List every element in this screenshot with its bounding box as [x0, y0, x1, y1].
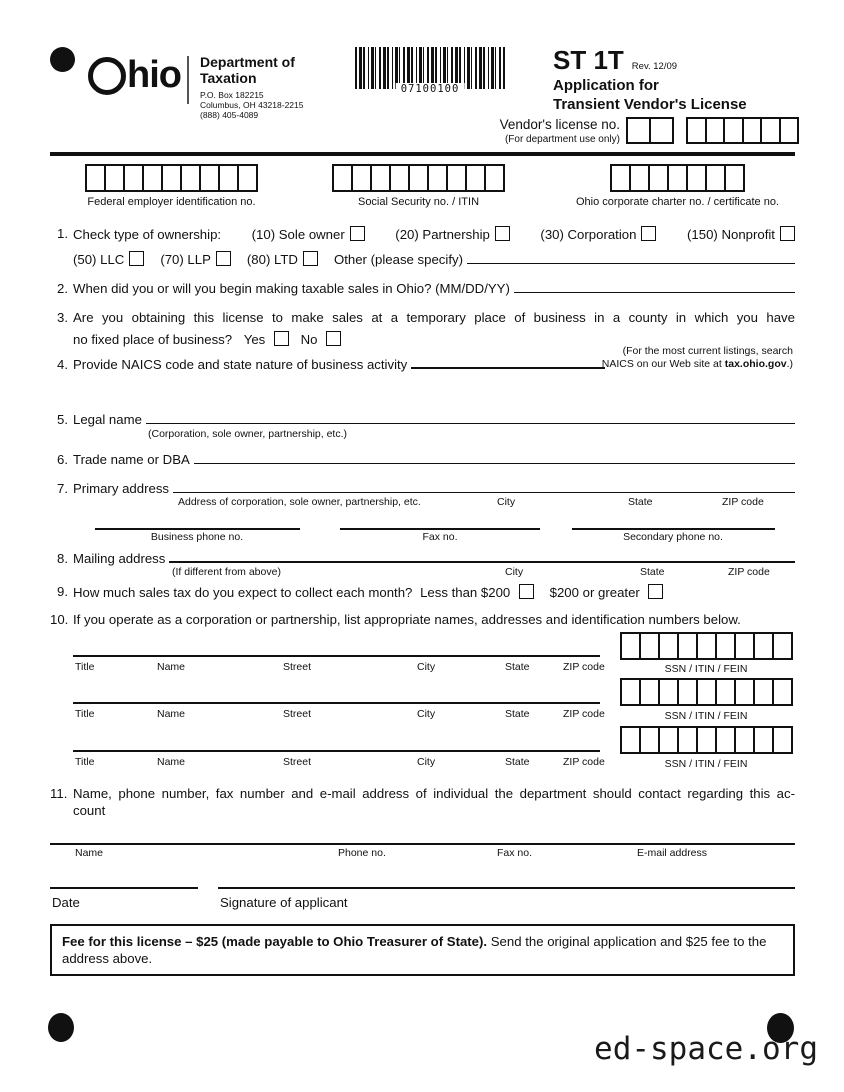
- ownership-option-corporation: (30) Corporation: [540, 226, 656, 244]
- q1-label: Check type of ownership:: [73, 227, 222, 242]
- vendor-license-boxes-group1: [626, 117, 674, 144]
- contact-email-label: E-mail address: [637, 847, 708, 859]
- officer3-state-label: State: [505, 756, 530, 768]
- ssn-boxes: [332, 164, 505, 192]
- entry-box[interactable]: [677, 726, 698, 754]
- signature-line[interactable]: [218, 872, 795, 889]
- officer3-title-label: Title: [75, 756, 95, 768]
- checkbox-corporation[interactable]: [641, 226, 656, 241]
- q6-label: Trade name or DBA: [73, 452, 190, 467]
- ohio-logo: [88, 52, 181, 100]
- vendor-license-boxes-group2: [686, 117, 799, 144]
- entry-box[interactable]: [161, 164, 182, 192]
- q7-state-sublabel: State: [628, 496, 653, 508]
- officer2-zip-label: ZIP code: [563, 708, 605, 720]
- officer3-street-label: Street: [283, 756, 312, 768]
- tax-ohio-gov-link: tax.ohio.gov: [724, 357, 787, 370]
- q1-other-label: Other (please specify): [333, 251, 463, 267]
- officer1-zip-label: ZIP code: [563, 661, 605, 673]
- officer3-ssn-boxes: [620, 726, 793, 754]
- entry-box[interactable]: [180, 164, 201, 192]
- q5-number: 5.: [57, 412, 68, 427]
- q5-sublabel: (Corporation, sole owner, partnership, etc.): [148, 428, 348, 440]
- naics-note-line1: (For the most current listings, search: [622, 345, 793, 357]
- q10-number: 10.: [50, 612, 69, 627]
- fein-field: [85, 164, 258, 208]
- entry-box[interactable]: [772, 726, 793, 754]
- entry-box[interactable]: [715, 678, 736, 706]
- entry-box[interactable]: [639, 632, 660, 660]
- officer1-state-label: State: [505, 661, 530, 673]
- entry-box[interactable]: [734, 726, 755, 754]
- charter-field: [576, 164, 779, 208]
- q7-city-sublabel: City: [497, 496, 516, 508]
- contact-info-line[interactable]: [50, 828, 795, 845]
- officer3-zip-label: ZIP code: [563, 756, 605, 768]
- entry-box[interactable]: [696, 632, 717, 660]
- checkbox-partnership[interactable]: [495, 226, 510, 241]
- business-phone-label: Business phone no.: [150, 531, 244, 543]
- form-code: ST 1T: [553, 45, 624, 75]
- q3-no-label: No: [300, 331, 318, 347]
- entry-box[interactable]: [667, 164, 688, 192]
- form-title-block: [553, 45, 798, 114]
- entry-box[interactable]: [753, 726, 774, 754]
- entry-box[interactable]: [199, 164, 220, 192]
- mailing-address-line[interactable]: [169, 561, 795, 563]
- q7-address-sublabel: Address of corporation, sole owner, partnership, etc.: [178, 496, 421, 508]
- entry-box[interactable]: [696, 726, 717, 754]
- ownership-option-nonprofit: (150) Nonprofit: [687, 226, 795, 244]
- entry-box[interactable]: [123, 164, 144, 192]
- officer1-ssn-boxes: [620, 632, 793, 660]
- primary-address-line[interactable]: [173, 492, 795, 493]
- vendor-license-label: Vendor's license no.: [499, 117, 620, 132]
- signature-label: Signature of applicant: [220, 895, 348, 910]
- ohio-logo-o-icon: [88, 57, 126, 95]
- q3-yes-label: Yes: [243, 331, 266, 347]
- q11-line2: count: [73, 802, 106, 818]
- entry-box[interactable]: [446, 164, 467, 192]
- department-line2: Taxation: [200, 70, 257, 86]
- fax-line[interactable]: [340, 514, 540, 530]
- checkbox-nonprofit[interactable]: [780, 226, 795, 241]
- entry-box[interactable]: [104, 164, 125, 192]
- legal-name-line[interactable]: [146, 423, 795, 424]
- q8-number: 8.: [57, 551, 68, 566]
- q7-label: Primary address: [73, 481, 170, 496]
- officer2-name-label: Name: [157, 708, 186, 720]
- q3-line1: Are you obtaining this license to make sales at a temporary place of business in a county in which you have: [73, 310, 795, 325]
- entry-box[interactable]: [658, 678, 679, 706]
- q2-number: 2.: [57, 281, 68, 296]
- entry-box[interactable]: [658, 726, 679, 754]
- entry-box[interactable]: [753, 632, 774, 660]
- date-label: Date: [52, 895, 80, 910]
- entry-box[interactable]: [610, 164, 631, 192]
- entry-box[interactable]: [626, 117, 651, 144]
- officer2-ssn-label: SSN / ITIN / FEIN: [664, 710, 748, 722]
- naics-code-line[interactable]: [411, 367, 605, 369]
- entry-box[interactable]: [620, 632, 641, 660]
- ssn-label: Social Security no. / ITIN: [357, 196, 480, 208]
- question-6: [57, 452, 795, 469]
- entry-box[interactable]: [639, 726, 660, 754]
- entry-box[interactable]: [218, 164, 239, 192]
- officer2-state-label: State: [505, 708, 530, 720]
- question-11: [50, 786, 795, 819]
- q9-option1-label: Less than $200: [420, 585, 511, 600]
- registration-dot-bottom-left: [48, 1013, 74, 1042]
- entry-box[interactable]: [620, 678, 641, 706]
- entry-box[interactable]: [370, 164, 391, 192]
- entry-box[interactable]: [677, 632, 698, 660]
- q11-number: 11.: [50, 786, 68, 801]
- barcode-number: 07100100: [396, 83, 465, 96]
- entry-box[interactable]: [753, 678, 774, 706]
- watermark: ed-space.org: [594, 1031, 818, 1067]
- ownership-option-llp: (70) LLP: [160, 251, 231, 269]
- q1-number: 1.: [57, 226, 68, 241]
- header-rule: [50, 152, 795, 156]
- other-specify-line[interactable]: [467, 263, 795, 264]
- barcode: [355, 47, 505, 95]
- fee-rest-text: Send the original application and $25 fee to the address above.: [62, 934, 767, 966]
- form-title-line2: Transient Vendor's License: [553, 95, 747, 113]
- fein-boxes: [85, 164, 258, 192]
- entry-box[interactable]: [705, 117, 726, 144]
- department-address: [200, 90, 303, 120]
- q4-label: Provide NAICS code and state nature of business activity: [73, 357, 408, 372]
- entry-box[interactable]: [408, 164, 429, 192]
- entry-box[interactable]: [649, 117, 674, 144]
- entry-box[interactable]: [734, 678, 755, 706]
- q8-city-sublabel: City: [505, 566, 524, 578]
- entry-box[interactable]: [772, 632, 793, 660]
- question-1: [57, 226, 795, 268]
- ssn-field: [332, 164, 505, 208]
- question-4: [57, 357, 605, 374]
- officer1-city-label: City: [417, 661, 436, 673]
- officer2-street-label: Street: [283, 708, 312, 720]
- q10-label: If you operate as a corporation or partnership, list appropriate names, addresses and identification numbers below.: [73, 612, 741, 627]
- fein-label: Federal employer identification no.: [87, 196, 256, 208]
- officer2-title-label: Title: [75, 708, 95, 720]
- secondary-phone-line[interactable]: [572, 514, 775, 530]
- entry-box[interactable]: [742, 117, 763, 144]
- business-phone-line[interactable]: [95, 514, 300, 530]
- entry-box[interactable]: [237, 164, 258, 192]
- secondary-phone-label: Secondary phone no.: [623, 531, 723, 543]
- header-divider: [187, 56, 189, 104]
- q8-zip-sublabel: ZIP code: [728, 566, 770, 578]
- q9-option2-label: $200 or greater: [549, 585, 640, 600]
- ohio-logo-text: hio: [127, 54, 181, 96]
- officer2-ssn-boxes: [620, 678, 793, 706]
- entry-box[interactable]: [629, 164, 650, 192]
- q11-line1: Name, phone number, fax number and e-mail address of individual the department should contact regarding this ac-: [73, 786, 795, 801]
- q7-number: 7.: [57, 481, 68, 496]
- entry-box[interactable]: [715, 726, 736, 754]
- officer3-info-line[interactable]: [73, 727, 600, 752]
- entry-box[interactable]: [677, 678, 698, 706]
- checkbox-llp[interactable]: [216, 251, 231, 266]
- checkbox-less-than-200[interactable]: [519, 584, 534, 599]
- entry-box[interactable]: [658, 632, 679, 660]
- q8-note-sublabel: (If different from above): [172, 566, 281, 578]
- entry-box[interactable]: [85, 164, 106, 192]
- q8-label: Mailing address: [73, 551, 166, 566]
- officer1-title-label: Title: [75, 661, 95, 673]
- date-line[interactable]: [50, 872, 198, 889]
- entry-box[interactable]: [696, 678, 717, 706]
- officer1-info-line[interactable]: [73, 632, 600, 657]
- q3-line2: no fixed place of business?: [73, 331, 233, 347]
- q5-label: Legal name: [73, 412, 142, 427]
- entry-box[interactable]: [639, 678, 660, 706]
- officer1-name-label: Name: [157, 661, 186, 673]
- registration-dot-top-left: [50, 47, 75, 72]
- vendor-license-note: (For department use only): [504, 133, 620, 145]
- officer1-ssn-label: SSN / ITIN / FEIN: [664, 663, 748, 675]
- officer2-info-line[interactable]: [73, 679, 600, 704]
- question-8: [57, 551, 795, 568]
- taxable-sales-date-line[interactable]: [514, 292, 795, 293]
- vendor-license-label-block: [455, 117, 620, 146]
- entry-box[interactable]: [620, 726, 641, 754]
- entry-box[interactable]: [332, 164, 353, 192]
- phone-number: (888) 405-4089: [200, 110, 259, 120]
- entry-box[interactable]: [351, 164, 372, 192]
- q7-zip-sublabel: ZIP code: [722, 496, 764, 508]
- contact-name-label: Name: [75, 847, 104, 859]
- entry-box[interactable]: [465, 164, 486, 192]
- question-5: [57, 412, 795, 429]
- entry-box[interactable]: [772, 678, 793, 706]
- ownership-option-partnership: (20) Partnership: [395, 226, 510, 244]
- question-10: [50, 612, 795, 629]
- checkbox-yes[interactable]: [274, 331, 289, 346]
- q3-number: 3.: [57, 310, 68, 325]
- question-3: [57, 310, 795, 348]
- entry-box[interactable]: [724, 164, 745, 192]
- q9-label: How much sales tax do you expect to collect each month?: [73, 585, 413, 600]
- ownership-option-ltd: (80) LTD: [247, 251, 318, 269]
- entry-box[interactable]: [142, 164, 163, 192]
- form-title-line1: Application for: [553, 76, 659, 94]
- fee-bold-text: Fee for this license – $25 (made payable to Ohio Treasurer of State).: [62, 934, 488, 949]
- fee-box: [50, 924, 795, 976]
- entry-box[interactable]: [705, 164, 726, 192]
- department-block: [200, 54, 303, 120]
- entry-box[interactable]: [723, 117, 744, 144]
- ownership-option-sole-owner: (10) Sole owner: [252, 226, 365, 244]
- officer3-city-label: City: [417, 756, 436, 768]
- q8-state-sublabel: State: [640, 566, 665, 578]
- checkbox-no[interactable]: [326, 331, 341, 346]
- entry-box[interactable]: [760, 117, 781, 144]
- revision: Rev. 12/09: [631, 61, 678, 72]
- officer1-street-label: Street: [283, 661, 312, 673]
- charter-boxes: [610, 164, 745, 192]
- entry-box[interactable]: [779, 117, 800, 144]
- entry-box[interactable]: [734, 632, 755, 660]
- trade-name-line[interactable]: [194, 463, 795, 464]
- question-9: [57, 584, 795, 602]
- question-7: [57, 481, 795, 498]
- entry-box[interactable]: [686, 164, 707, 192]
- officer3-name-label: Name: [157, 756, 186, 768]
- fax-label: Fax no.: [422, 531, 458, 543]
- question-2: [57, 281, 795, 298]
- ownership-option-llc: (50) LLC: [73, 251, 144, 269]
- q4-number: 4.: [57, 357, 68, 372]
- department-line1: Department of: [200, 54, 295, 70]
- officer2-city-label: City: [417, 708, 436, 720]
- officer3-ssn-label: SSN / ITIN / FEIN: [664, 758, 748, 770]
- entry-box[interactable]: [686, 117, 707, 144]
- checkbox-llc[interactable]: [129, 251, 144, 266]
- charter-label: Ohio corporate charter no. / certificate no.: [576, 196, 779, 208]
- entry-box[interactable]: [389, 164, 410, 192]
- entry-box[interactable]: [648, 164, 669, 192]
- po-box: P.O. Box 182215: [200, 90, 264, 100]
- q6-number: 6.: [57, 452, 68, 467]
- entry-box[interactable]: [427, 164, 448, 192]
- q9-number: 9.: [57, 584, 68, 599]
- contact-fax-label: Fax no.: [497, 847, 533, 859]
- entry-box[interactable]: [484, 164, 505, 192]
- contact-phone-label: Phone no.: [338, 847, 386, 859]
- naics-note: (For the most current listings, search NAICS on our Web site at tax.ohio.gov.): [590, 345, 793, 370]
- entry-box[interactable]: [715, 632, 736, 660]
- checkbox-200-or-greater[interactable]: [648, 584, 663, 599]
- checkbox-sole-owner[interactable]: [350, 226, 365, 241]
- q2-label: When did you or will you begin making taxable sales in Ohio? (MM/DD/YY): [73, 281, 510, 296]
- checkbox-ltd[interactable]: [303, 251, 318, 266]
- city-state-zip: Columbus, OH 43218-2215: [200, 100, 304, 110]
